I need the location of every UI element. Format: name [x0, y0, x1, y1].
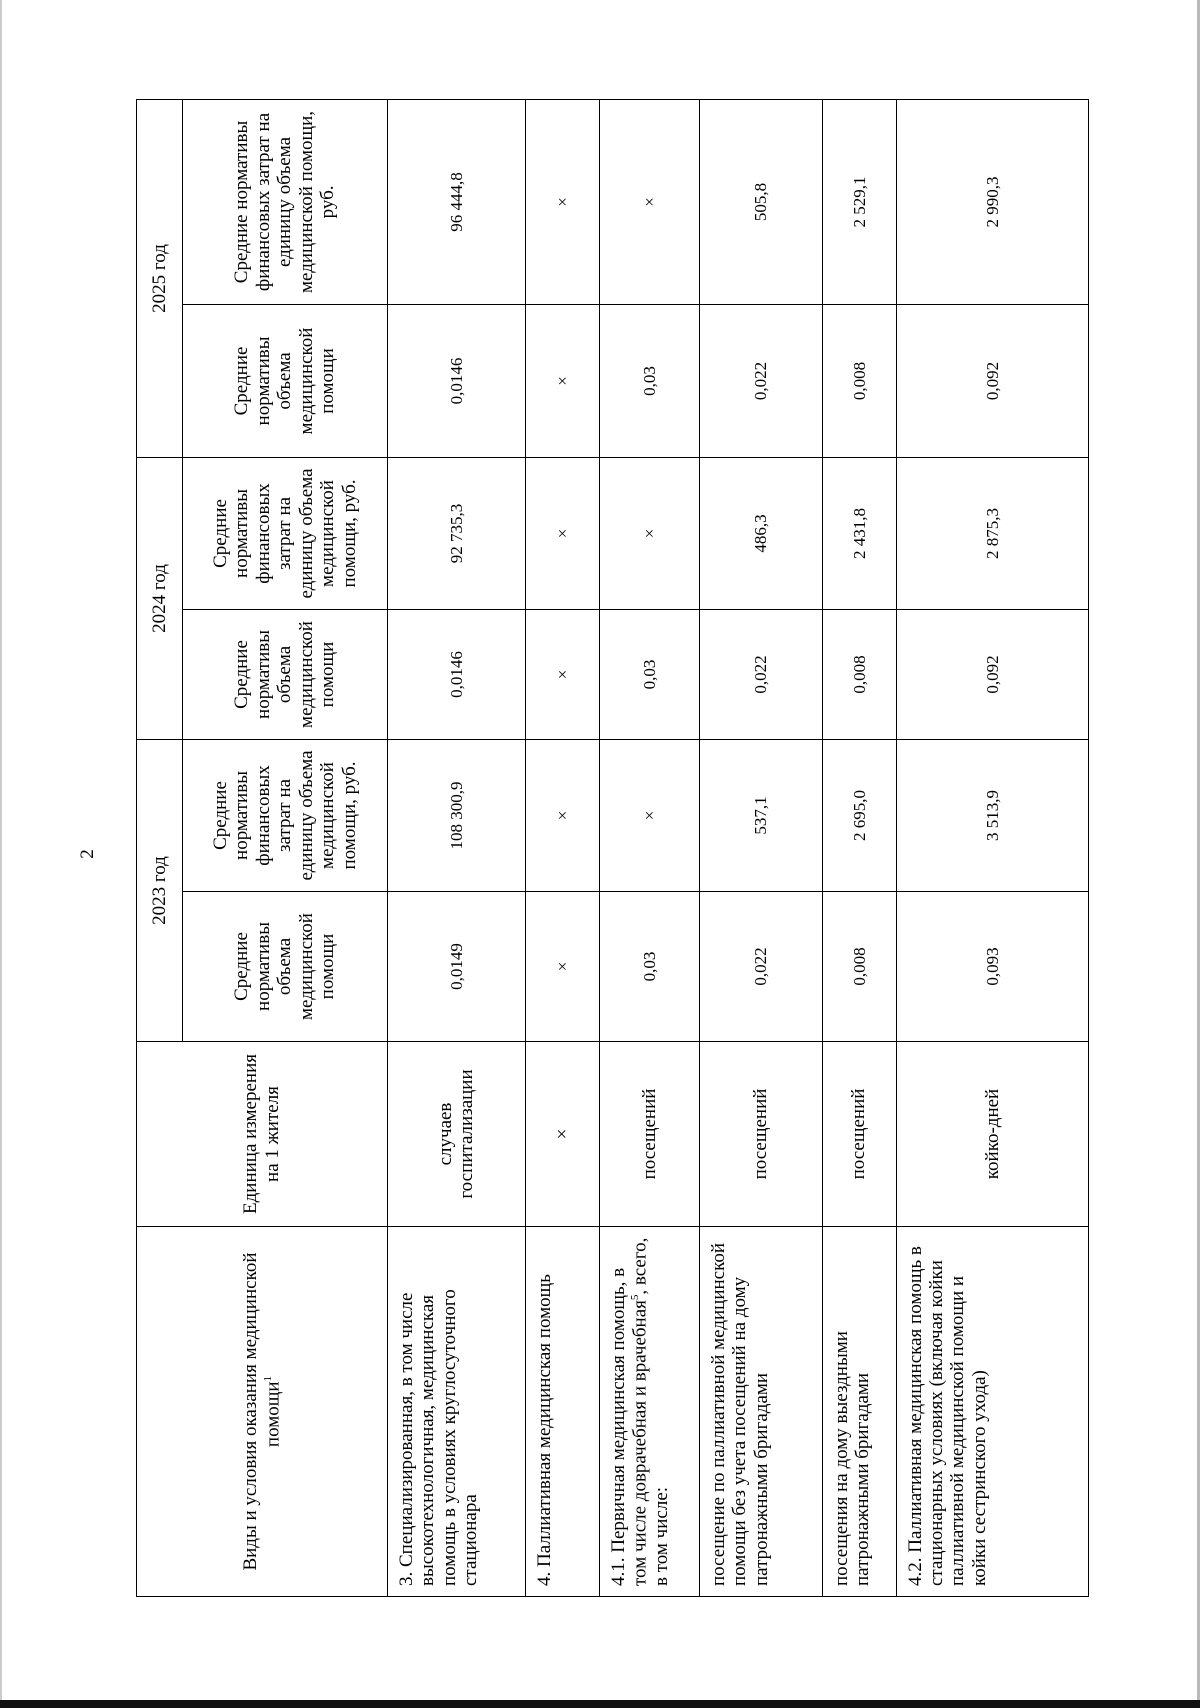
table-row	[896, 99, 1088, 1596]
volume-2024: 0,022	[699, 609, 822, 739]
row-name	[525, 1227, 599, 1597]
volume-2024: ×	[525, 609, 599, 739]
row-name	[896, 1227, 1088, 1597]
volume-2025: 0,03	[599, 304, 699, 457]
cost-2024: ×	[525, 457, 599, 609]
page-number: 2	[77, 849, 98, 859]
row-name-text: 4.2. Паллиативная медицинская помощь в стационарных условиях (включая койки паллиативной медицинской помощи и койки сестринского ухода)	[904, 1246, 990, 1586]
rotated-table-container	[136, 100, 1089, 1597]
header-year-2025: 2025 год	[137, 99, 183, 457]
volume-2024: 0,008	[822, 609, 896, 739]
volume-2023: 0,093	[896, 892, 1088, 1042]
volume-2025: 0,008	[822, 304, 896, 457]
volume-2024: 0,092	[896, 609, 1088, 739]
cost-2023: 537,1	[699, 739, 822, 891]
cost-2023: 3 513,9	[896, 739, 1088, 891]
row-name-text: 4. Паллиативная медицинская помощь	[533, 1274, 555, 1586]
row-name-text: 4.1. Первичная медицинская помощь, в том числе доврачебная и врачебная	[607, 1267, 651, 1586]
table-row	[525, 99, 599, 1596]
row-unit: посещений	[699, 1042, 822, 1227]
row-unit: посещений	[599, 1042, 699, 1227]
cost-2025: ×	[599, 99, 699, 304]
volume-2023: ×	[525, 892, 599, 1042]
scan-bottom-edge	[0, 1700, 1200, 1708]
table-row	[387, 99, 525, 1596]
cost-2024: 2 875,3	[896, 457, 1088, 609]
cost-2025: 2 990,3	[896, 99, 1088, 304]
header-volume-2024: Средние нормативы объема медицинской помощи	[183, 609, 388, 739]
row-name-text: 3. Специализированная, в том числе высокотехнологичная, медицинская помощь в условиях круглосуточного стационара	[395, 1289, 482, 1586]
row-unit: ×	[525, 1042, 599, 1227]
volume-2025: 0,092	[896, 304, 1088, 457]
row-name	[599, 1227, 699, 1597]
header-year-2024: 2024 год	[137, 457, 183, 739]
cost-2023: ×	[525, 739, 599, 891]
row-name	[822, 1227, 896, 1597]
header-year-2023: 2023 год	[137, 739, 183, 1041]
header-kind-footnote: 1	[261, 1375, 274, 1382]
table-row	[822, 99, 896, 1596]
cost-2025: 2 529,1	[822, 99, 896, 304]
volume-2023: 0,022	[699, 892, 822, 1042]
header-row-years	[137, 99, 183, 1596]
header-cost-2025: Средние нормативы финансовых затрат на единицу объема медицинской помощи, руб.	[183, 99, 388, 304]
header-cost-2023: Средние нормативы финансовых затрат на единицу объема медицинской помощи, руб.	[183, 739, 388, 891]
cost-2024: 2 431,8	[822, 457, 896, 609]
row-name-text: посещение по паллиативной медицинской помощи без учета посещений на дому патронажными бригадами	[707, 1242, 772, 1586]
cost-2023: 108 300,9	[387, 739, 525, 891]
volume-2024: 0,0146	[387, 609, 525, 739]
cost-2025: 96 444,8	[387, 99, 525, 304]
cost-2025: ×	[525, 99, 599, 304]
volume-2023: 0,03	[599, 892, 699, 1042]
volume-2025: 0,0146	[387, 304, 525, 457]
cost-2023: 2 695,0	[822, 739, 896, 891]
header-kind	[137, 1227, 388, 1597]
cost-2023: ×	[599, 739, 699, 891]
row-name-tail: , всего, в том числе:	[629, 1237, 672, 1586]
cost-2024: 92 735,3	[387, 457, 525, 609]
volume-2025: 0,022	[699, 304, 822, 457]
medical-care-norms-table	[136, 99, 1089, 1597]
volume-2023: 0,0149	[387, 892, 525, 1042]
volume-2023: 0,008	[822, 892, 896, 1042]
cost-2024: 486,3	[699, 457, 822, 609]
row-name-footnote: 5	[629, 1294, 642, 1301]
volume-2025: ×	[525, 304, 599, 457]
header-volume-2025: Средние нормативы объема медицинской помощи	[183, 304, 388, 457]
header-unit: Единица измерения на 1 жителя	[137, 1042, 388, 1227]
row-unit: случаев госпитализации	[387, 1042, 525, 1227]
header-cost-2024: Средние нормативы финансовых затрат на единицу объема медицинской помощи, руб.	[183, 457, 388, 609]
header-kind-text: Виды и условия оказания медицинской помощи	[240, 1252, 284, 1571]
row-unit: койко-дней	[896, 1042, 1088, 1227]
scan-left-edge	[0, 0, 2, 1708]
table-row	[699, 99, 822, 1596]
row-name	[699, 1227, 822, 1597]
row-name-text: посещения на дому выездными патронажными бригадами	[830, 1331, 874, 1586]
header-volume-2023: Средние нормативы объема медицинской помощи	[183, 892, 388, 1042]
cost-2025: 505,8	[699, 99, 822, 304]
cost-2024: ×	[599, 457, 699, 609]
row-name	[387, 1227, 525, 1597]
row-unit: посещений	[822, 1042, 896, 1227]
table-row	[599, 99, 699, 1596]
volume-2024: 0,03	[599, 609, 699, 739]
